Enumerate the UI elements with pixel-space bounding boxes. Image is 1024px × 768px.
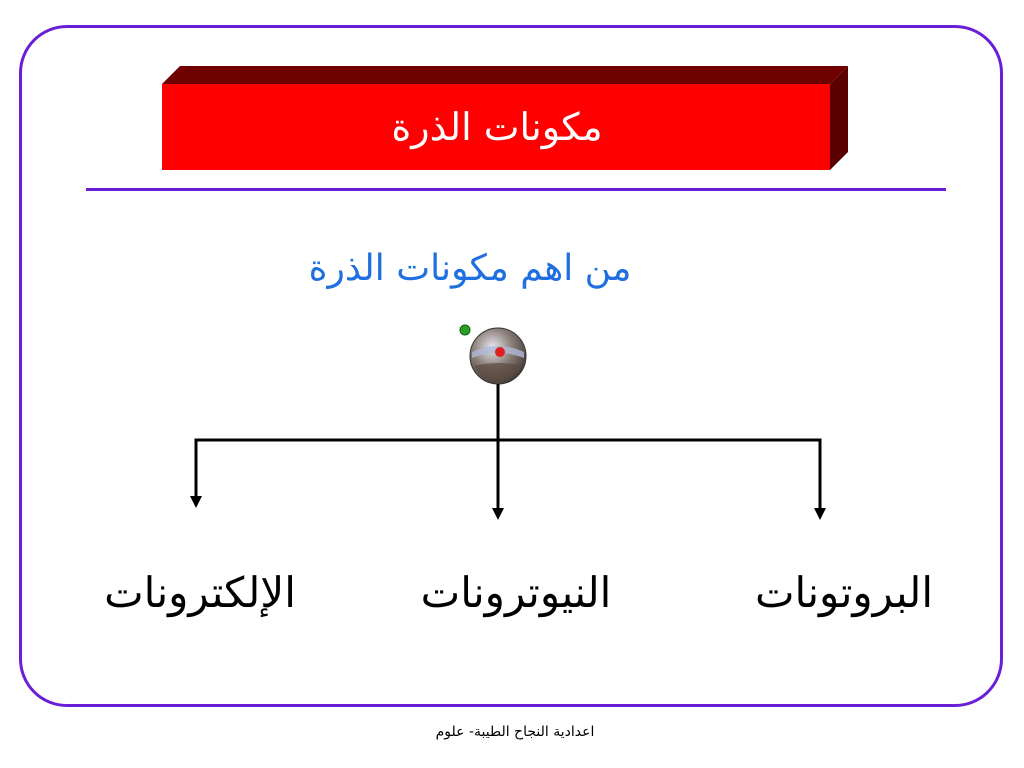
slide-title: مكونات الذرة [391,105,603,149]
node-protons: البروتونات [754,568,933,617]
slide-footer: اعدادية النجاح الطيبة- علوم [435,724,595,740]
atom-globe-icon [460,325,526,384]
node-electrons: الإلكترونات [104,568,296,617]
arrow-head-middle [492,508,504,520]
node-neutrons: النيوترونات [420,568,612,617]
arrow-head-left [190,496,202,508]
arrow-head-right [814,508,826,520]
slide-subtitle: من اهم مكونات الذرة [308,248,632,289]
